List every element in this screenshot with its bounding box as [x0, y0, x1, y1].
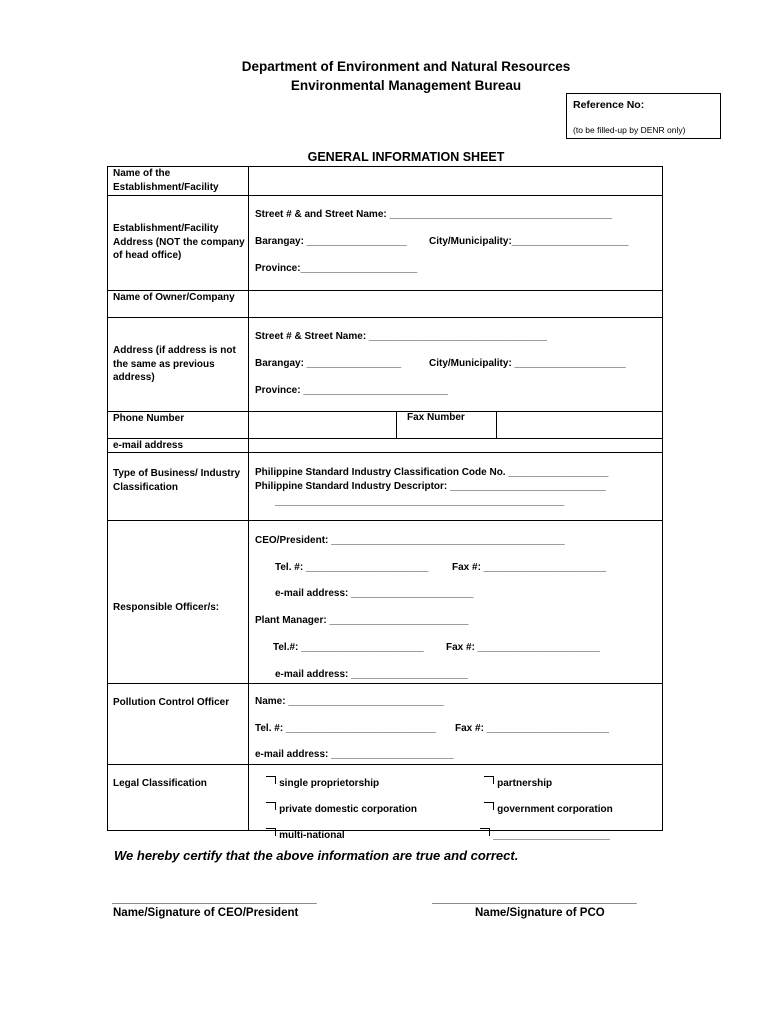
plant-manager-tel-field[interactable]: Tel.#: ______________________	[273, 642, 424, 653]
information-table	[107, 166, 663, 841]
row-line	[108, 520, 662, 521]
pco-signature-line[interactable]: ________________________________	[432, 893, 637, 905]
email-field[interactable]	[249, 439, 661, 451]
option-label[interactable]: _____________________	[493, 830, 610, 841]
pco-signature-label: Name/Signature of PCO	[475, 907, 605, 919]
psic-code-field[interactable]: Philippine Standard Industry Classification Code No. __________________	[255, 467, 609, 478]
ceo-tel-field[interactable]: Tel. #: ______________________	[275, 562, 429, 573]
option-label: single proprietorship	[279, 778, 380, 789]
plant-manager-field[interactable]: Plant Manager: _________________________	[255, 615, 469, 626]
certification-statement: We hereby certify that the above information are true and correct.	[114, 848, 519, 863]
row-line	[108, 764, 662, 765]
pco-fax-field[interactable]: Fax #: ______________________	[455, 723, 610, 734]
option-label: government corporation	[497, 804, 613, 815]
pco-name-field[interactable]: Name: ____________________________	[255, 696, 445, 707]
phone-field[interactable]	[249, 412, 395, 437]
ceo-email-field[interactable]: e-mail address: ______________________	[275, 588, 474, 599]
address-province-field[interactable]: Province: __________________________	[255, 385, 448, 396]
ceo-fax-field[interactable]: Fax #: ______________________	[452, 562, 607, 573]
agency-name: Department of Environment and Natural Resources	[241, 59, 571, 74]
phone-label: Phone Number	[113, 413, 185, 424]
column-divider	[248, 167, 249, 830]
option-other[interactable]	[469, 817, 610, 852]
reference-label: Reference No:	[573, 99, 645, 111]
officers-label: Responsible Officer/s:	[113, 602, 220, 613]
psic-descriptor-field[interactable]: Philippine Standard Industry Descriptor: ____________________________	[255, 481, 606, 492]
establishment-street-field[interactable]: Street # & and Street Name: ________________________________________	[255, 209, 612, 220]
establishment-name-field[interactable]	[249, 168, 661, 194]
row-line	[108, 317, 662, 318]
owner-label: Name of Owner/Company	[113, 292, 235, 303]
reference-note: (to be filled-up by DENR only)	[573, 125, 686, 135]
establishment-address-label: Establishment/Facility Address (NOT the company of head office)	[113, 223, 245, 261]
pco-tel-field[interactable]: Tel. #: ___________________________	[255, 723, 437, 734]
address-city-field[interactable]: City/Municipality: ____________________	[429, 358, 626, 369]
psic-descriptor-continued[interactable]: ____________________________________________________	[275, 496, 565, 507]
establishment-province-field[interactable]: Province:_____________________	[255, 263, 418, 274]
fax-field[interactable]	[497, 412, 661, 437]
ceo-signature-line[interactable]: ________________________________	[112, 893, 317, 905]
establishment-name-label: Name of the Establishment/Facility	[113, 168, 219, 193]
form-title: GENERAL INFORMATION SHEET	[307, 150, 505, 164]
fax-divider-left	[396, 411, 397, 438]
checkbox-icon[interactable]	[480, 828, 490, 836]
checkbox-icon[interactable]	[266, 776, 276, 784]
fax-label: Fax Number	[407, 412, 465, 423]
plant-manager-email-field[interactable]: e-mail address: _____________________	[275, 669, 468, 680]
pco-email-field[interactable]: e-mail address: ______________________	[255, 749, 454, 760]
checkbox-icon[interactable]	[484, 776, 494, 784]
address-label: Address (if address is not the same as previous address)	[113, 345, 236, 383]
option-label: multi-national	[279, 830, 345, 841]
option-label: partnership	[497, 778, 553, 789]
owner-field[interactable]	[249, 291, 661, 317]
checkbox-icon[interactable]	[266, 828, 276, 836]
legal-label: Legal Classification	[113, 778, 207, 789]
checkbox-icon[interactable]	[266, 802, 276, 810]
checkbox-icon[interactable]	[484, 802, 494, 810]
plant-manager-fax-field[interactable]: Fax #: ______________________	[446, 642, 601, 653]
establishment-barangay-field[interactable]: Barangay: __________________	[255, 236, 407, 247]
address-street-field[interactable]: Street # & Street Name: ________________________________	[255, 331, 547, 342]
option-multi-national[interactable]	[255, 817, 345, 852]
row-line	[108, 195, 662, 196]
establishment-city-field[interactable]: City/Municipality:_____________________	[429, 236, 629, 247]
pco-label: Pollution Control Officer	[113, 697, 230, 708]
option-label: private domestic corporation	[279, 804, 417, 815]
address-barangay-field[interactable]: Barangay: _________________	[255, 358, 402, 369]
email-label: e-mail address	[113, 440, 184, 451]
ceo-field[interactable]: CEO/President: __________________________________________	[255, 535, 565, 546]
row-line	[108, 683, 662, 684]
reference-box	[566, 93, 721, 139]
ceo-signature-label: Name/Signature of CEO/President	[113, 907, 299, 919]
business-label: Type of Business/ Industry Classification	[113, 468, 241, 493]
bureau-name: Environmental Management Bureau	[290, 78, 522, 93]
